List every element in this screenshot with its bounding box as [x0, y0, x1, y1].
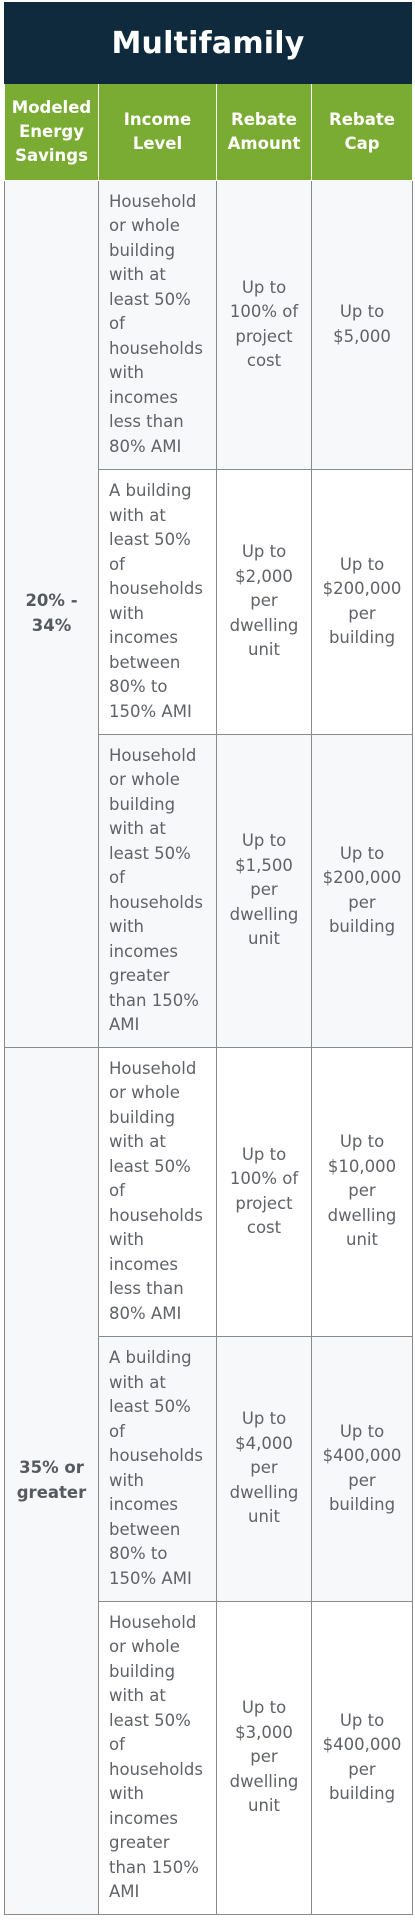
- table-body: [5, 180, 413, 1914]
- header-rebate-cap: Rebate Cap: [312, 84, 413, 180]
- rebate-amount-cell: Up to 100% of project cost: [217, 1047, 312, 1336]
- rebate-table-container: [4, 2, 412, 1915]
- savings-group-cell: 35% or greater: [5, 1047, 99, 1914]
- income-level-cell: Household or whole building with at least 50% of households with incomes less than 80% AMI: [99, 1047, 217, 1336]
- rebate-amount-cell: Up to $3,000 per dwelling unit: [217, 1601, 312, 1914]
- rebate-table: [4, 84, 413, 1915]
- rebate-amount-cell: Up to $4,000 per dwelling unit: [217, 1336, 312, 1601]
- rebate-amount-cell: Up to $1,500 per dwelling unit: [217, 734, 312, 1047]
- header-modeled-energy-savings: Modeled Energy Savings: [5, 84, 99, 180]
- header-income-level: Income Level: [99, 84, 217, 180]
- rebate-cap-cell: Up to $5,000: [312, 180, 413, 469]
- rebate-cap-cell: Up to $200,000 per building: [312, 734, 413, 1047]
- income-level-cell: Household or whole building with at least 50% of households with incomes less than 80% AMI: [99, 180, 217, 469]
- table-row: [5, 1047, 413, 1336]
- rebate-cap-cell: Up to $400,000 per building: [312, 1336, 413, 1601]
- rebate-cap-cell: Up to $10,000 per dwelling unit: [312, 1047, 413, 1336]
- income-level-cell: Household or whole building with at least 50% of households with incomes greater than 150% AMI: [99, 1601, 217, 1914]
- savings-group-cell: 20% - 34%: [5, 180, 99, 1047]
- income-level-cell: Household or whole building with at least 50% of households with incomes greater than 150% AMI: [99, 734, 217, 1047]
- table-header: [5, 84, 413, 180]
- rebate-cap-cell: Up to $400,000 per building: [312, 1601, 413, 1914]
- table-row: [5, 180, 413, 469]
- income-level-cell: A building with at least 50% of households with incomes between 80% to 150% AMI: [99, 1336, 217, 1601]
- rebate-cap-cell: Up to $200,000 per building: [312, 469, 413, 734]
- rebate-amount-cell: Up to 100% of project cost: [217, 180, 312, 469]
- rebate-amount-cell: Up to $2,000 per dwelling unit: [217, 469, 312, 734]
- header-row: [5, 84, 413, 180]
- header-rebate-amount: Rebate Amount: [217, 84, 312, 180]
- table-title: Multifamily: [4, 2, 412, 84]
- income-level-cell: A building with at least 50% of households with incomes between 80% to 150% AMI: [99, 469, 217, 734]
